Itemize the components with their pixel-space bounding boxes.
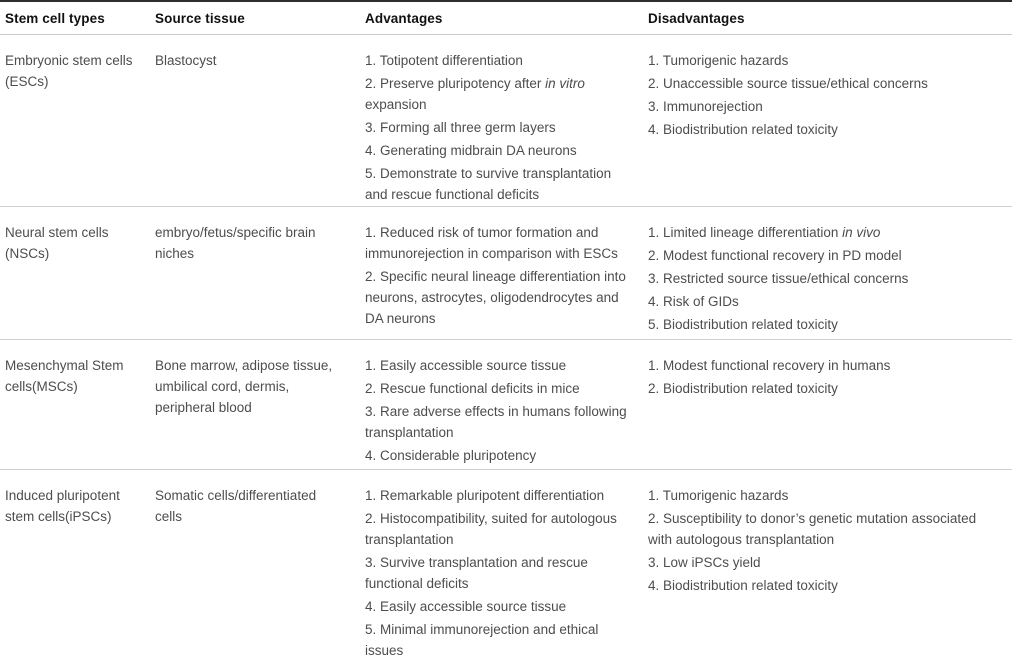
list-item: 2. Susceptibility to donor’s genetic mutation associated with autologous transplantation [648,511,977,547]
source-tissue-value: embryo/fetus/specific brain niches [155,225,316,261]
cell-advantages [360,470,643,661]
list-item: 2. Histocompatibility, suited for autologous transplantation [365,511,617,547]
list-item: 4. Biodistribution related toxicity [648,122,838,137]
cell-advantages [360,35,643,206]
cell-type [0,35,150,206]
header-source-tissue: Source tissue [155,11,245,26]
list-item: 4. Considerable pluripotency [365,448,537,463]
stem-cell-type-label: Mesenchymal Stem cells(MSCs) [5,358,124,394]
list-item: 2. Biodistribution related toxicity [648,381,838,396]
list-item: 3. Survive transplantation and rescue functional deficits [365,555,588,591]
cell-disadvantages [643,340,1012,469]
list-item: 1. Tumorigenic hazards [648,488,789,503]
cell-disadvantages [643,470,1012,661]
list-item: 1. Reduced risk of tumor formation and immunorejection in comparison with ESCs [365,225,618,261]
list-item: 1. Remarkable pluripotent differentiation [365,488,605,503]
list-item: 2. Specific neural lineage differentiation into neurons, astrocytes, oligodendrocytes and DA neurons [365,269,626,326]
list-item: 4. Biodistribution related toxicity [648,578,838,593]
list-item: 1. Tumorigenic hazards [648,53,789,68]
table-row-nscs [0,207,1012,340]
cell-source [150,207,360,339]
header-stem-cell-types: Stem cell types [5,11,105,26]
table-header-row [0,2,1012,35]
list-item: 5. Minimal immunorejection and ethical issues [365,622,599,658]
stem-cell-type-label: Induced pluripotent stem cells(iPSCs) [5,488,120,524]
cell-disadvantages [643,35,1012,206]
cell-source [150,35,360,206]
cell-disadvantages [643,207,1012,339]
cell-source [150,340,360,469]
list-item: 5. Biodistribution related toxicity [648,317,838,332]
source-tissue-value: Blastocyst [155,53,217,68]
list-item: 2. Unaccessible source tissue/ethical concerns [648,76,928,91]
list-item: 1. Limited lineage differentiation in vivo [648,225,881,240]
list-item: 3. Forming all three germ layers [365,120,556,135]
list-item: 3. Low iPSCs yield [648,555,761,570]
cell-type [0,207,150,339]
list-item: 5. Demonstrate to survive transplantation and rescue functional deficits [365,166,612,202]
list-item: 2. Modest functional recovery in PD model [648,248,902,263]
cell-advantages [360,207,643,339]
table-row-escs [0,35,1012,207]
cell-source [150,470,360,661]
list-item: 4. Generating midbrain DA neurons [365,143,577,158]
list-item: 3. Restricted source tissue/ethical concerns [648,271,909,286]
list-item: 2. Preserve pluripotency after in vitro expansion [365,76,585,112]
list-item: 1. Easily accessible source tissue [365,358,567,373]
list-item: 3. Rare adverse effects in humans following transplantation [365,404,627,440]
list-item: 1. Modest functional recovery in humans [648,358,891,373]
source-tissue-value: Somatic cells/differentiated cells [155,488,317,524]
italic-latin-term: in vitro [545,76,585,91]
source-tissue-value: Bone marrow, adipose tissue, umbilical cord, dermis, peripheral blood [155,358,333,415]
list-item: 4. Risk of GIDs [648,294,739,309]
table-row-mscs [0,340,1012,470]
list-item: 1. Totipotent differentiation [365,53,523,68]
table-row-ipscs [0,470,1012,661]
cell-type [0,470,150,661]
list-item: 2. Rescue functional deficits in mice [365,381,580,396]
header-disadvantages: Disadvantages [648,11,745,26]
cell-type [0,340,150,469]
stem-cell-type-label: Neural stem cells (NSCs) [5,225,109,261]
stem-cell-type-label: Embryonic stem cells (ESCs) [5,53,133,89]
list-item: 3. Immunorejection [648,99,763,114]
cell-advantages [360,340,643,469]
list-item: 4. Easily accessible source tissue [365,599,567,614]
italic-latin-term: in vivo [842,225,881,240]
header-advantages: Advantages [365,11,443,26]
